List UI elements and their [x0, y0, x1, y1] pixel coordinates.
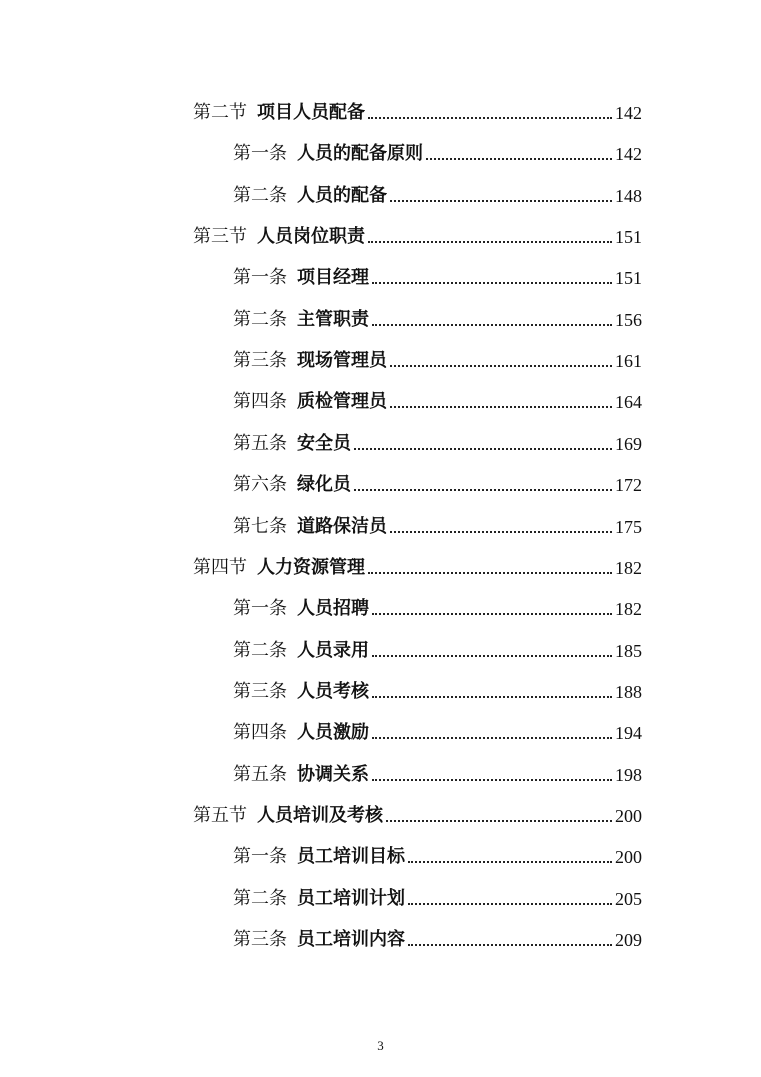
toc-entry-number: 第四条 — [233, 391, 287, 412]
toc-entry-article[interactable] — [233, 130, 642, 164]
toc-entry-article[interactable] — [233, 254, 642, 288]
toc-entry-title: 安全员 — [297, 433, 351, 454]
toc-entry-page: 172 — [615, 475, 642, 495]
toc-entry-title: 质检管理员 — [297, 391, 387, 412]
toc-entry-section[interactable] — [193, 213, 642, 247]
toc-entry-section[interactable] — [193, 544, 642, 578]
dot-leader — [368, 571, 612, 574]
toc-entry-title: 员工培训内容 — [297, 929, 405, 950]
toc-entry-title: 人员岗位职责 — [257, 226, 365, 247]
toc-entry-article[interactable] — [233, 875, 642, 909]
toc-entry-page: 148 — [615, 186, 642, 206]
toc-entry-number: 第四条 — [233, 722, 287, 743]
toc-entry-number: 第五节 — [193, 805, 247, 826]
toc-entry-article[interactable] — [233, 668, 642, 702]
dot-leader — [368, 116, 612, 119]
toc-entry-title: 员工培训目标 — [297, 846, 405, 867]
toc-entry-page: 175 — [615, 517, 642, 537]
toc-entry-article[interactable] — [233, 709, 642, 743]
toc-entry-article[interactable] — [233, 378, 642, 412]
toc-entry-page: 194 — [615, 723, 642, 743]
toc-entry-page: 182 — [615, 599, 642, 619]
toc-entry-title: 现场管理员 — [297, 350, 387, 371]
toc-entry-title: 协调关系 — [297, 764, 369, 785]
toc-entry-page: 142 — [615, 103, 642, 123]
dot-leader — [372, 612, 612, 615]
dot-leader — [390, 199, 612, 202]
toc-entry-number: 第六条 — [233, 474, 287, 495]
dot-leader — [408, 860, 612, 863]
toc-entry-section[interactable] — [193, 89, 642, 123]
toc-entry-number: 第七条 — [233, 516, 287, 537]
toc-entry-article[interactable] — [233, 172, 642, 206]
toc-entry-page: 164 — [615, 392, 642, 412]
toc-entry-title: 人力资源管理 — [257, 557, 365, 578]
toc-entry-title: 主管职责 — [297, 309, 369, 330]
toc-entry-number: 第三条 — [233, 929, 287, 950]
toc-entry-title: 员工培训计划 — [297, 888, 405, 909]
toc-entry-title: 道路保洁员 — [297, 516, 387, 537]
dot-leader — [386, 819, 612, 822]
toc-entry-page: 200 — [615, 847, 642, 867]
toc-entry-title: 人员录用 — [297, 640, 369, 661]
toc-entry-page: 169 — [615, 434, 642, 454]
toc-entry-article[interactable] — [233, 420, 642, 454]
toc-entry-article[interactable] — [233, 296, 642, 330]
dot-leader — [408, 943, 612, 946]
toc-entry-page: 188 — [615, 682, 642, 702]
toc-entry-page: 151 — [615, 268, 642, 288]
toc-entry-page: 209 — [615, 930, 642, 950]
toc-entry-page: 198 — [615, 765, 642, 785]
toc-entry-page: 142 — [615, 144, 642, 164]
dot-leader — [372, 323, 612, 326]
page-number: 3 — [377, 1038, 384, 1053]
toc-entry-number: 第一条 — [233, 846, 287, 867]
toc-entry-number: 第二条 — [233, 185, 287, 206]
toc-entry-number: 第三条 — [233, 681, 287, 702]
toc-entry-number: 第三条 — [233, 350, 287, 371]
dot-leader — [354, 447, 612, 450]
toc-entry-page: 151 — [615, 227, 642, 247]
dot-leader — [426, 157, 612, 160]
dot-leader — [372, 654, 612, 657]
toc-entry-page: 200 — [615, 806, 642, 826]
dot-leader — [408, 902, 612, 905]
toc-entry-page: 156 — [615, 310, 642, 330]
toc-entry-title: 人员招聘 — [297, 598, 369, 619]
dot-leader — [372, 778, 612, 781]
toc-entry-article[interactable] — [233, 461, 642, 495]
toc-entry-number: 第二条 — [233, 888, 287, 909]
toc-entry-page: 205 — [615, 889, 642, 909]
toc-entry-number: 第二条 — [233, 309, 287, 330]
toc-entry-article[interactable] — [233, 503, 642, 537]
toc-entry-section[interactable] — [193, 792, 642, 826]
toc-entry-title: 人员培训及考核 — [257, 805, 383, 826]
toc-entry-title: 人员激励 — [297, 722, 369, 743]
toc-entry-number: 第二条 — [233, 640, 287, 661]
toc-entry-number: 第一条 — [233, 598, 287, 619]
toc-entry-article[interactable] — [233, 833, 642, 867]
toc-entry-article[interactable] — [233, 916, 642, 950]
toc-entry-article[interactable] — [233, 751, 642, 785]
dot-leader — [354, 488, 612, 491]
toc-entry-page: 185 — [615, 641, 642, 661]
toc-entry-number: 第五条 — [233, 764, 287, 785]
toc-entry-number: 第三节 — [193, 226, 247, 247]
dot-leader — [390, 405, 612, 408]
toc-entry-page: 182 — [615, 558, 642, 578]
toc-entry-number: 第一条 — [233, 143, 287, 164]
toc-entry-article[interactable] — [233, 337, 642, 371]
toc-entry-page: 161 — [615, 351, 642, 371]
toc-entry-number: 第五条 — [233, 433, 287, 454]
dot-leader — [372, 695, 612, 698]
dot-leader — [390, 530, 612, 533]
dot-leader — [372, 736, 612, 739]
toc-entry-title: 绿化员 — [297, 474, 351, 495]
toc-entry-title: 项目人员配备 — [257, 102, 365, 123]
toc-entry-title: 项目经理 — [297, 267, 369, 288]
toc-entry-number: 第一条 — [233, 267, 287, 288]
toc-entry-number: 第二节 — [193, 102, 247, 123]
toc-entry-article[interactable] — [233, 585, 642, 619]
toc-entry-title: 人员的配备原则 — [297, 143, 423, 164]
dot-leader — [372, 281, 612, 284]
toc-entry-title: 人员考核 — [297, 681, 369, 702]
dot-leader — [390, 364, 612, 367]
toc-entry-number: 第四节 — [193, 557, 247, 578]
dot-leader — [368, 240, 612, 243]
toc-entry-title: 人员的配备 — [297, 185, 387, 206]
toc-entry-article[interactable] — [233, 627, 642, 661]
